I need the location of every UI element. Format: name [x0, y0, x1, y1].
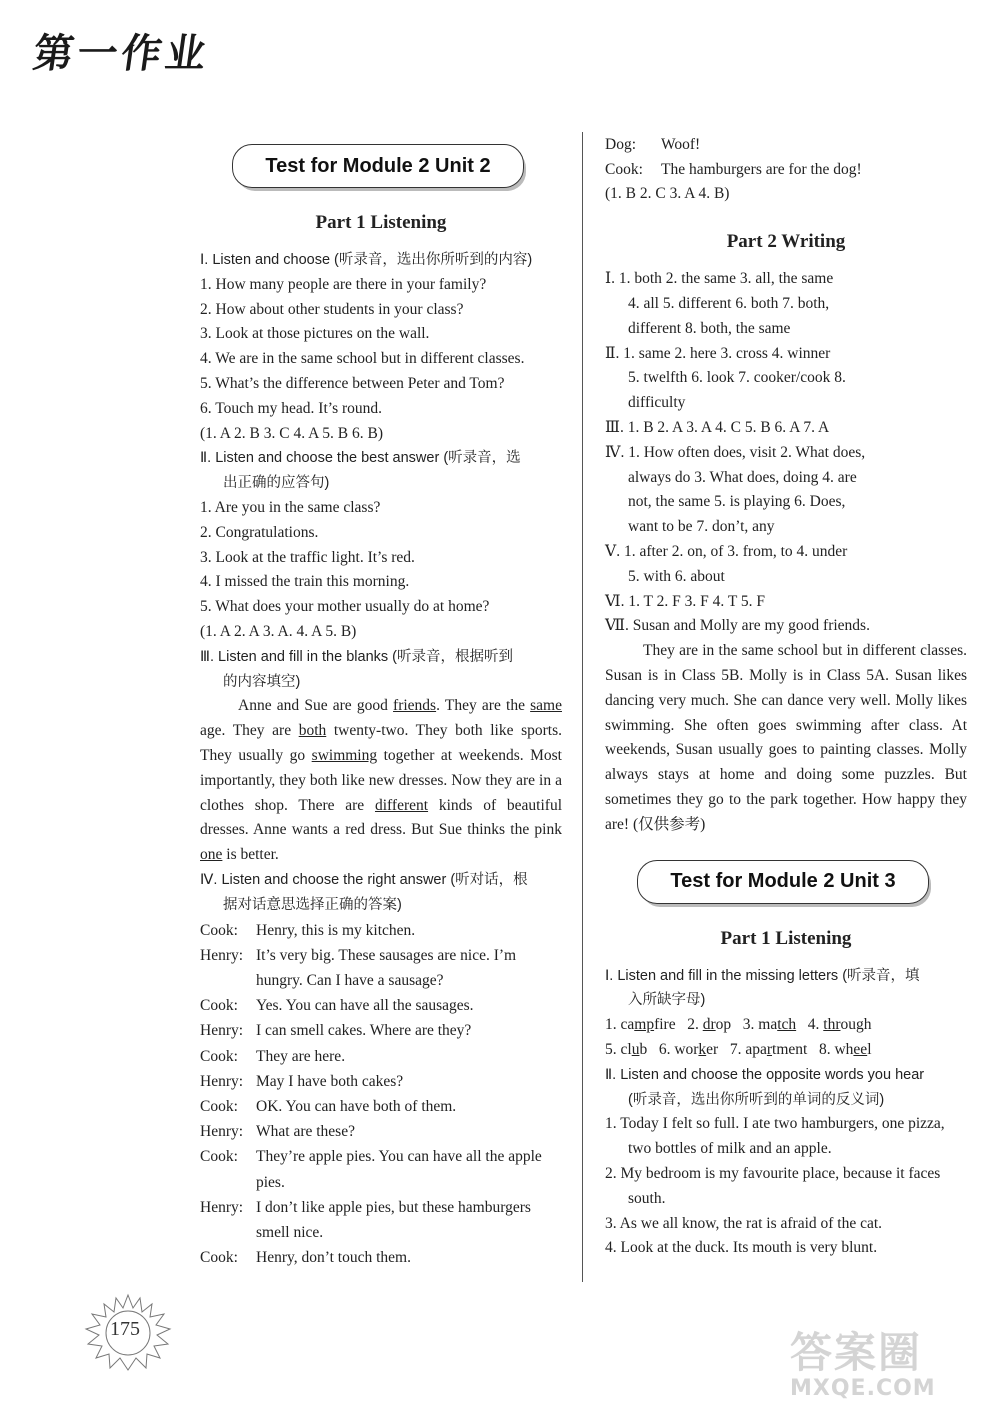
test-title-box: Test for Module 2 Unit 2	[232, 144, 524, 188]
list-item: 4. We are in the same school but in different classes.	[200, 350, 525, 368]
section-header: Ⅱ. Listen and choose the best answer (听录音，选	[200, 450, 521, 467]
part2-title: Part 2 Writing	[726, 231, 846, 253]
right-column	[605, 132, 967, 1261]
writing-answer: Ⅰ. 1. both 2. the same 3. all, the same	[605, 270, 834, 288]
list-item: 3. As we all know, the rat is afraid of the cat.	[605, 1214, 883, 1232]
writing-answer: Ⅳ. 1. How often does, visit 2. What does,	[605, 443, 866, 461]
blank-answer: same	[530, 697, 562, 715]
dialog-line: Cook: Henry, this is my kitchen.	[200, 921, 416, 939]
page-number: 175	[110, 1318, 140, 1340]
essay-paragraph: They are in the same school but in different classes. Susan is in Class 5B. Molly is in Class 5A. Susan likes dancing very much. She can dance very well. Molly likes swimming. She often goes swimming after class. At weekends, Susan usually goes to painting classes. Molly always stays at home and doing some puzzles. But sometimes they go to the park together. How happy they are! (仅供参考)	[605, 642, 967, 833]
section-header: Ⅲ. Listen and fill in the blanks (听录音，根据听到	[200, 648, 513, 665]
dialog-line: Henry: What are these?	[200, 1123, 355, 1141]
dialog-line: Dog: Woof!	[605, 136, 701, 153]
page-header-title: 第一作业	[30, 31, 213, 77]
watermark-logo-text: 答案圈	[790, 1328, 923, 1377]
writing-answer: Ⅵ. 1. T 2. F 3. F 4. T 5. F	[605, 592, 766, 610]
section-header: 出正确的应答句)	[223, 475, 330, 492]
left-column	[200, 132, 562, 1270]
dialog-line: Henry: May I have both cakes?	[200, 1072, 404, 1090]
list-item: 3. Look at the traffic light. It’s red.	[200, 548, 415, 566]
dialog-line: Cook: OK. You can have both of them.	[200, 1097, 457, 1115]
section-header: (听录音，选出你所听到的单词的反义词)	[628, 1091, 885, 1108]
letter-row: 5. club 6. worker 7. apartment 8. wheel	[605, 1040, 872, 1058]
blank-answer: swimming	[311, 746, 378, 764]
writing-answer: 5. twelfth 6. look 7. cooker/cook 8.	[628, 369, 846, 387]
blank-answer: friends	[393, 697, 437, 715]
writing-answer: Ⅴ. 1. after 2. on, of 3. from, to 4. under	[605, 542, 848, 560]
blank-answer: both	[298, 722, 327, 740]
dialog-line: Henry: I can smell cakes. Where are they?	[200, 1022, 472, 1040]
list-item: 4. I missed the train this morning.	[200, 573, 410, 591]
section-header: Ⅰ. Listen and fill in the missing letters (听录音，填	[605, 967, 920, 984]
dialog-line: Cook: Henry, don’t touch them.	[200, 1249, 411, 1267]
list-item: 2. My bedroom is my favourite place, because it faces south.	[605, 1164, 941, 1207]
letter-row: 1. campfire 2. drop 3. match 4. through	[605, 1016, 872, 1034]
writing-answer: difficulty	[628, 394, 686, 412]
dialog-line: Cook: Yes. You can have all the sausages.	[200, 997, 474, 1015]
part1-title: Part 1 Listening	[315, 212, 447, 233]
answer-key: (1. A 2. A 3. A. 4. A 5. B)	[200, 622, 357, 640]
section-header: 入所缺字母)	[628, 992, 706, 1009]
answer-key: (1. A 2. B 3. C 4. A 5. B 6. B)	[200, 424, 384, 442]
dialog-line: Cook: They’re apple pies. You can have all the apple pies.	[200, 1148, 542, 1191]
writing-answer: always do 3. What does, doing 4. are	[628, 468, 857, 486]
section-header: Ⅱ. Listen and choose the opposite words you hear	[605, 1066, 925, 1083]
list-item: 5. What’s the difference between Peter and Tom?	[200, 374, 505, 392]
dialog-line: Cook: The hamburgers are for the dog!	[605, 161, 862, 179]
dialog-line: Cook: They are here.	[200, 1047, 346, 1065]
part1-title: Part 1 Listening	[720, 927, 852, 949]
blank-answer: different	[374, 796, 429, 814]
fill-blank-paragraph: Anne and Sue are good friends. They are the same age. They are both twenty-two. They both like sports. They usually go swimming together at weekends. Most importantly, they both like new dresses. Now they are in a clothes shop. There are different kinds of beautiful dresses. Anne wants a red dress. But Sue thinks the pink one is better.	[200, 697, 563, 864]
answer-key: (1. B 2. C 3. A 4. B)	[605, 185, 730, 203]
list-item: 4. Look at the duck. Its mouth is very blunt.	[605, 1239, 878, 1257]
writing-answer: Ⅲ. 1. B 2. A 3. A 4. C 5. B 6. A 7. A	[605, 418, 830, 436]
writing-answer: Ⅶ. Susan and Molly are my good friends.	[605, 617, 870, 635]
section-header: Ⅳ. Listen and choose the right answer (听对话，根	[200, 871, 528, 888]
list-item: 2. Congratulations.	[200, 523, 319, 541]
test-title-box: Test for Module 2 Unit 3	[637, 860, 929, 904]
list-item: 1. Today I felt so full. I ate two hamburgers, one pizza, two bottles of milk and an apple.	[605, 1115, 945, 1158]
writing-answer: different 8. both, the same	[628, 319, 791, 337]
list-item: 3. Look at those pictures on the wall.	[200, 325, 430, 343]
dialog-line: Henry: I don’t like apple pies, but these hamburgers smell nice.	[200, 1198, 531, 1241]
list-item: 2. How about other students in your class?	[200, 300, 464, 318]
list-item: 1. Are you in the same class?	[200, 498, 381, 516]
list-item: 5. What does your mother usually do at home?	[200, 598, 490, 616]
list-item: 6. Touch my head. It’s round.	[200, 399, 383, 417]
writing-answer: Ⅱ. 1. same 2. here 3. cross 4. winner	[605, 344, 831, 362]
writing-answer: 4. all 5. different 6. both 7. both,	[628, 295, 830, 312]
watermark-url: MXQE.COM	[790, 1376, 936, 1401]
column-divider	[582, 132, 583, 1282]
writing-answer: 5. with 6. about	[628, 567, 725, 585]
writing-answer: not, the same 5. is playing 6. Does,	[628, 493, 846, 511]
section-header: Ⅰ. Listen and choose (听录音，选出你所听到的内容)	[200, 252, 533, 268]
writing-answer: want to be 7. don’t, any	[628, 518, 775, 536]
watermark	[790, 1320, 936, 1401]
dialog-line: Henry: It’s very big. These sausages are nice. I’m hungry. Can I have a sausage?	[200, 946, 517, 989]
section-header: 据对话意思选择正确的答案)	[223, 896, 402, 913]
section-header: 的内容填空)	[223, 673, 301, 690]
blank-answer: one	[200, 846, 223, 864]
list-item: 1. How many people are there in your family?	[200, 275, 487, 293]
